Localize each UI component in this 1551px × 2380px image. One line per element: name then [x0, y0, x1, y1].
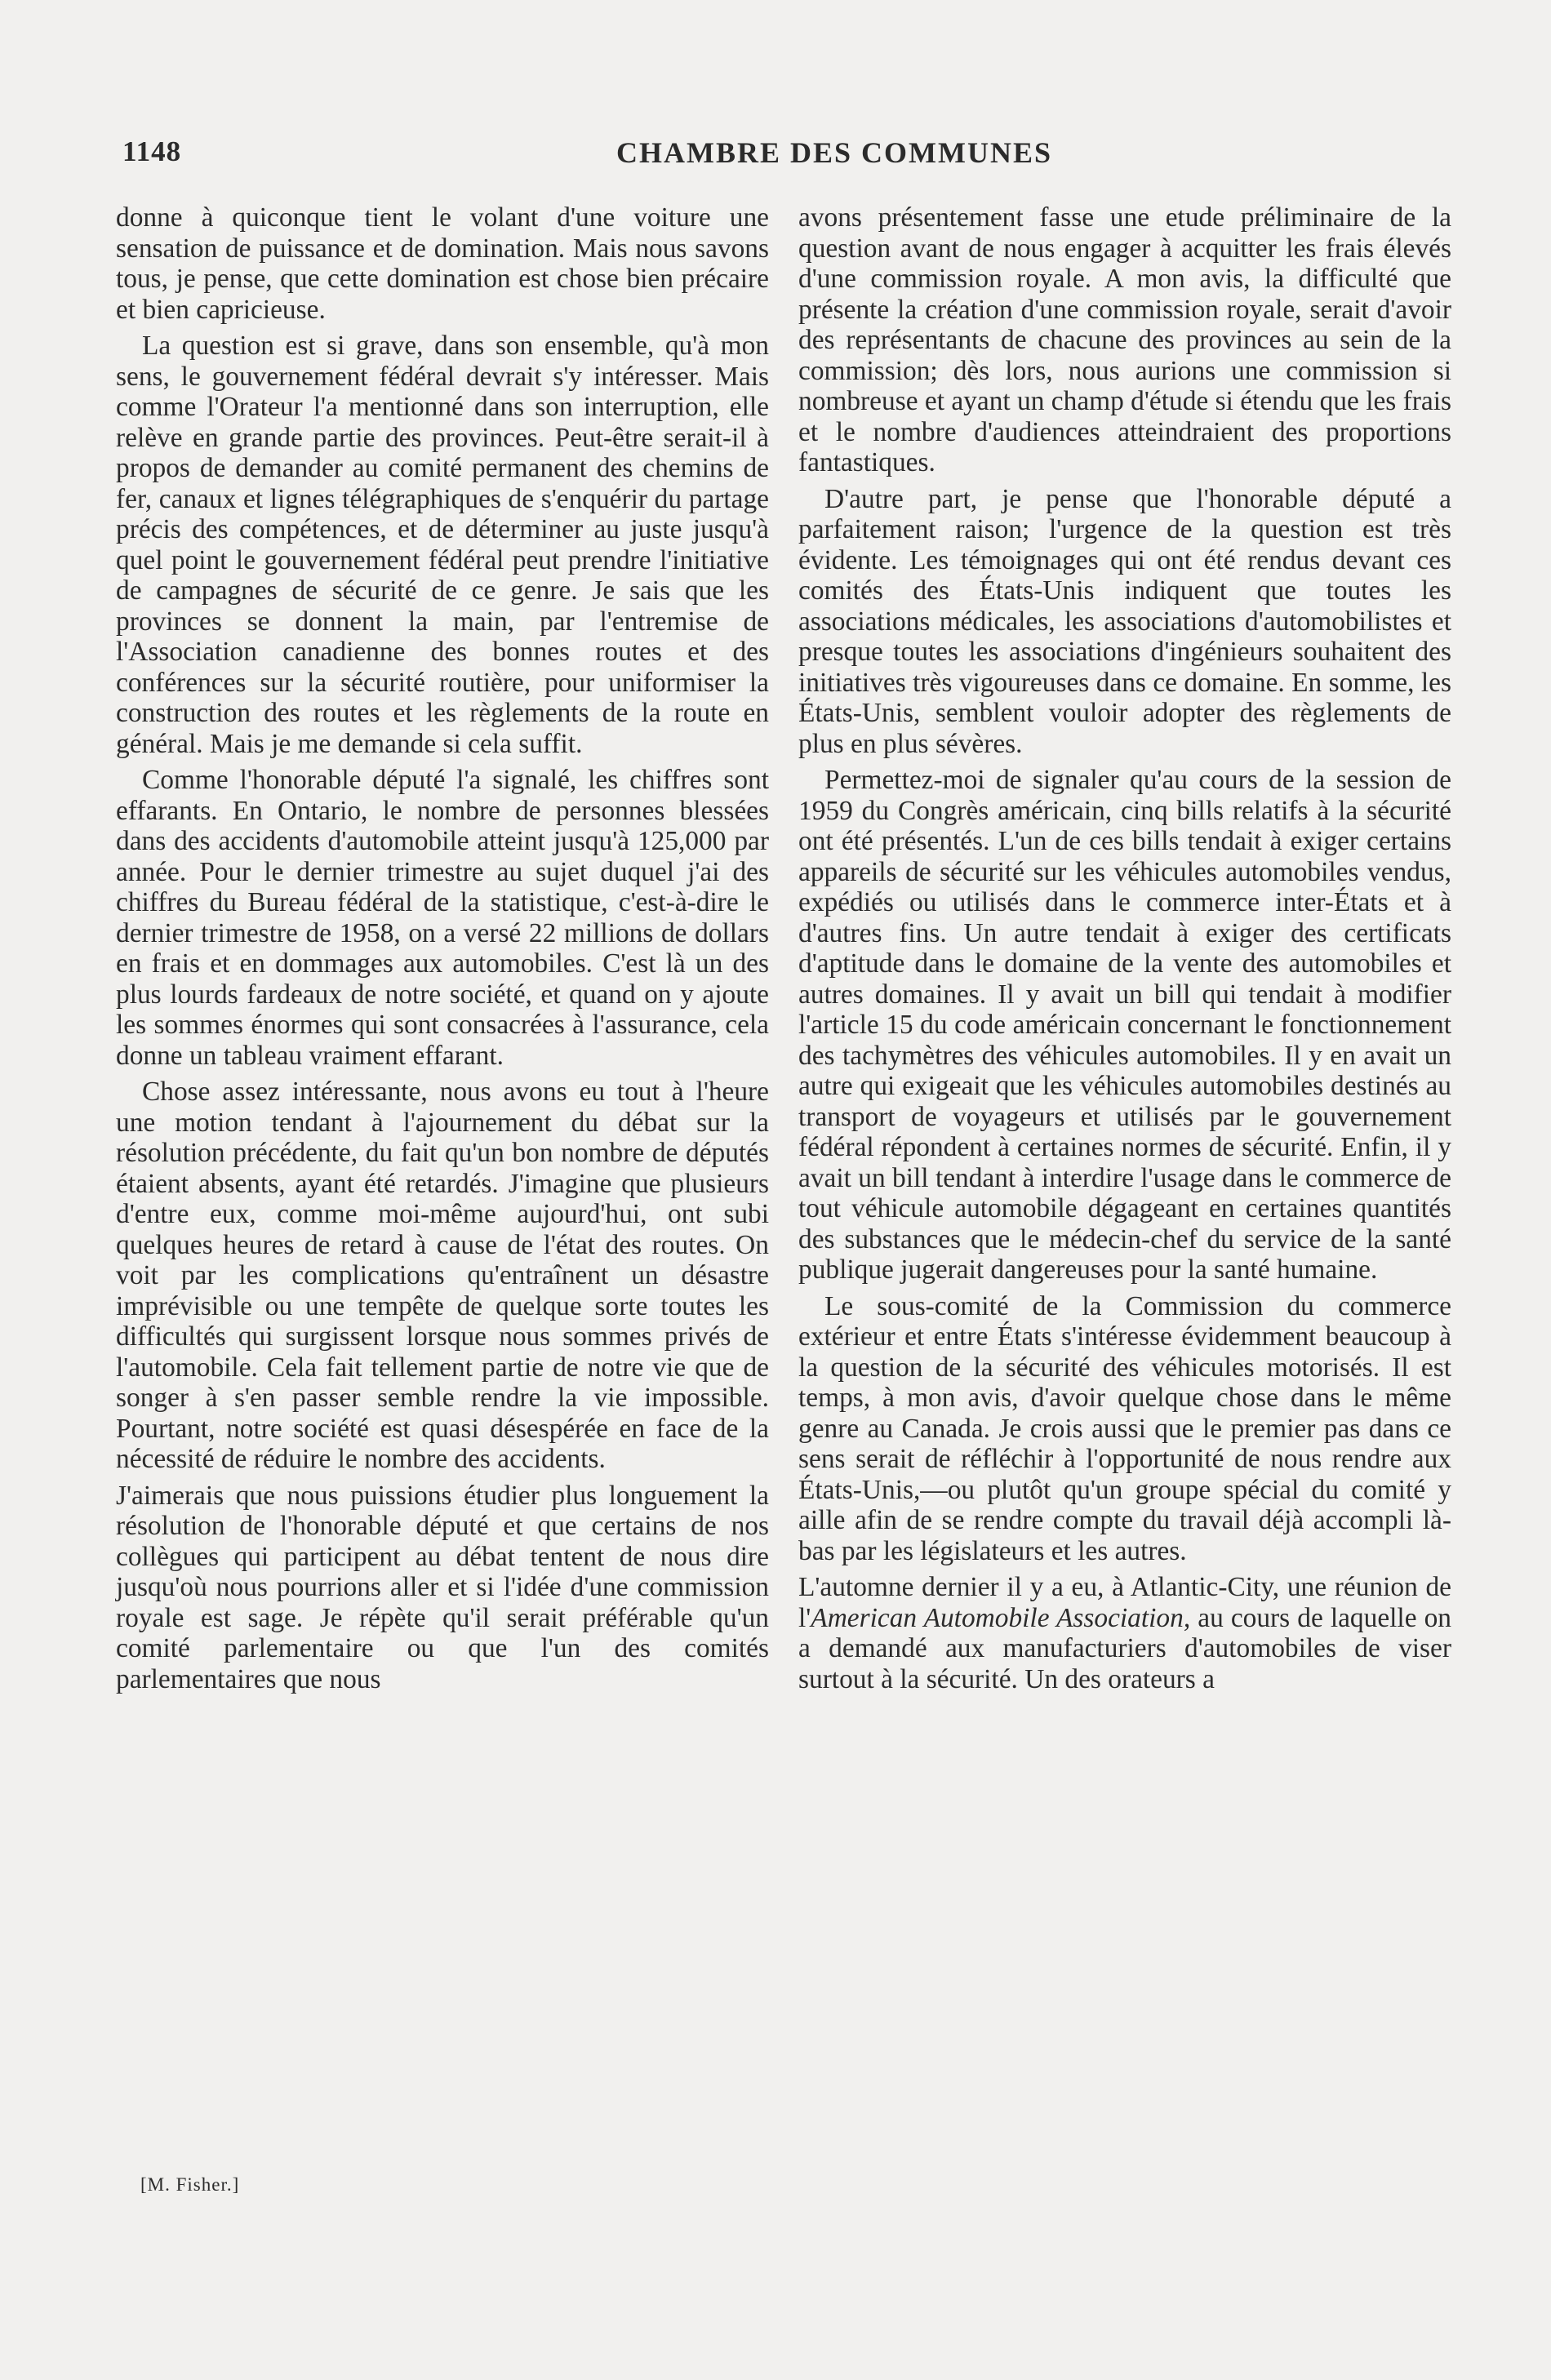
right-paragraph-1: avons présentement fasse une etude préliminaire de la question avant de nous engager à acquitter les frais élevés d'une commission royale. A mon avis, la difficulté que présente la création d'une commission royale, serait d'avoir des représentants de chacune des provinces au sein de la commission; dès lors, nous aurions une commission si nombreuse et ayant un champ d'étude si étendu que les frais et le nombre d'audiences atteindraient des proportions fantastiques.: [798, 202, 1451, 477]
left-paragraph-5: J'aimerais que nous puissions étudier plus longuement la résolution de l'honorable député et que certains de nos collègues qui participent au débat tentent de nous dire jusqu'où nous pourrions aller et si l'idée d'une commission royale est sage. Je répète qu'il serait préférable qu'un comité parlementaire ou que l'un des comités parlementaires que nous: [116, 1480, 769, 1694]
right-paragraph-5-end: au cours de laquelle on a demandé aux manufacturiers d'automobiles de viser surtout à la sécurité. Un des orateurs a: [798, 1602, 1451, 1694]
page-number: 1148: [122, 135, 182, 167]
left-paragraph-3: Comme l'honorable député l'a signalé, les chiffres sont effarants. En Ontario, le nombre de personnes blessées dans des accidents d'automobile atteint jusqu'à 125,000 par année. Pour le dernier trimestre au sujet duquel j'ai des chiffres du Bureau fédéral de la statistique, c'est-à-dire le dernier trimestre de 1958, on a versé 22 millions de dollars en frais et en dommages aux automobiles. C'est là un des plus lourds fardeaux de notre société, et quand on y ajoute les sommes énormes qui sont consacrées à l'assurance, cela donne un tableau vraiment effarant.: [116, 765, 769, 1071]
right-paragraph-5: [798, 1572, 1451, 1694]
left-paragraph-4: Chose assez intéressante, nous avons eu tout à l'heure une motion tendant à l'ajournement du débat sur la résolution précédente, du fait qu'un bon nombre de députés étaient absents, ayant été retardés. J'imagine que plusieurs d'entre eux, comme moi-même aujourd'hui, ont subi quelques heures de retard à cause de l'état des routes. On voit par les complications qu'entraînent un désastre imprévisible ou une tempête de quelque sorte toutes les difficultés qui surgissent lorsque nous sommes privés de l'automobile. Cela fait tellement partie de notre vie que de songer à s'en passer semble rendre la vie impossible. Pourtant, notre société est quasi désespérée en face de la nécessité de réduire le nombre des accidents.: [116, 1077, 769, 1474]
left-column: [116, 202, 769, 1694]
right-paragraph-5-start: L'automne dernier il y a eu, à Atlantic-City, une réunion de l': [798, 1572, 1451, 1633]
right-paragraph-5-emphasis: American Automobile Association,: [811, 1602, 1191, 1633]
page-header: [122, 135, 1448, 176]
right-column: [798, 202, 1451, 1694]
running-title: CHAMBRE DES COMMUNES: [616, 136, 1052, 169]
right-paragraph-3: Permettez-moi de signaler qu'au cours de la session de 1959 du Congrès américain, cinq bills relatifs à la sécurité ont été présentés. L'un de ces bills tendait à exiger certains appareils de sécurité sur les véhicules automobiles vendus, expédiés ou utilisés dans le commerce inter-États et à d'autres fins. Un autre tendait à exiger des certificats d'aptitude dans le domaine de la vente des automobiles et autres domaines. Il y avait un bill qui tendait à modifier l'article 15 du code américain concernant le fonctionnement des tachymètres des véhicules automobiles. Il y en avait un autre qui exigeait que les véhicules automobiles destinés au transport de voyageurs et utilisés par le gouvernement fédéral répondent à certaines normes de sécurité. Enfin, il y avait un bill tendant à interdire l'usage dans le commerce de tout véhicule automobile dégageant en certaines quantités des substances que le médecin-chef du service de la santé publique jugerait dangereuses pour la santé humaine.: [798, 765, 1451, 1285]
right-paragraph-2: D'autre part, je pense que l'honorable député a parfaitement raison; l'urgence de la question est très évidente. Les témoignages qui ont été rendus devant ces comités des États-Unis indiquent que toutes les associations médicales, les associations d'automobilistes et presque toutes les associations d'ingénieurs souhaitent des initiatives très vigoureuses dans ce domaine. En somme, les États-Unis, semblent vouloir adopter des règlements de plus en plus sévères.: [798, 483, 1451, 759]
right-paragraph-4: Le sous-comité de la Commission du commerce extérieur et entre États s'intéresse évidemment beaucoup à la question de la sécurité des véhicules motorisés. Il est temps, à mon avis, d'avoir quelque chose dans le même genre au Canada. Je crois aussi que le premier pas dans ce sens serait de réfléchir à l'opportunité de nous rendre aux États-Unis,—ou plutôt qu'un groupe spécial du comité y aille afin de se rendre compte du travail déjà accompli là-bas par les législateurs et les autres.: [798, 1290, 1451, 1566]
left-paragraph-2: La question est si grave, dans son ensemble, qu'à mon sens, le gouvernement fédéral devrait s'y intéresser. Mais comme l'Orateur l'a mentionné dans son interruption, elle relève en grande partie des provinces. Peut-être serait-il à propos de demander au comité permanent des chemins de fer, canaux et lignes télégraphiques de s'enquérir du partage précis des compétences, et de déterminer au juste jusqu'à quel point le gouvernement fédéral peut prendre l'initiative de campagnes de sécurité de ce genre. Je sais que les provinces se donnent la main, par l'entremise de l'Association canadienne des bonnes routes et des conférences sur la sécurité routière, pour uniformiser la construction des routes et les règlements de la route en général. Mais je me demande si cela suffit.: [116, 331, 769, 759]
left-paragraph-1: donne à quiconque tient le volant d'une voiture une sensation de puissance et de domination. Mais nous savons tous, je pense, que cette domination est chose bien précaire et bien capricieuse.: [116, 202, 769, 325]
speaker-tag: [M. Fisher.]: [140, 2174, 240, 2195]
